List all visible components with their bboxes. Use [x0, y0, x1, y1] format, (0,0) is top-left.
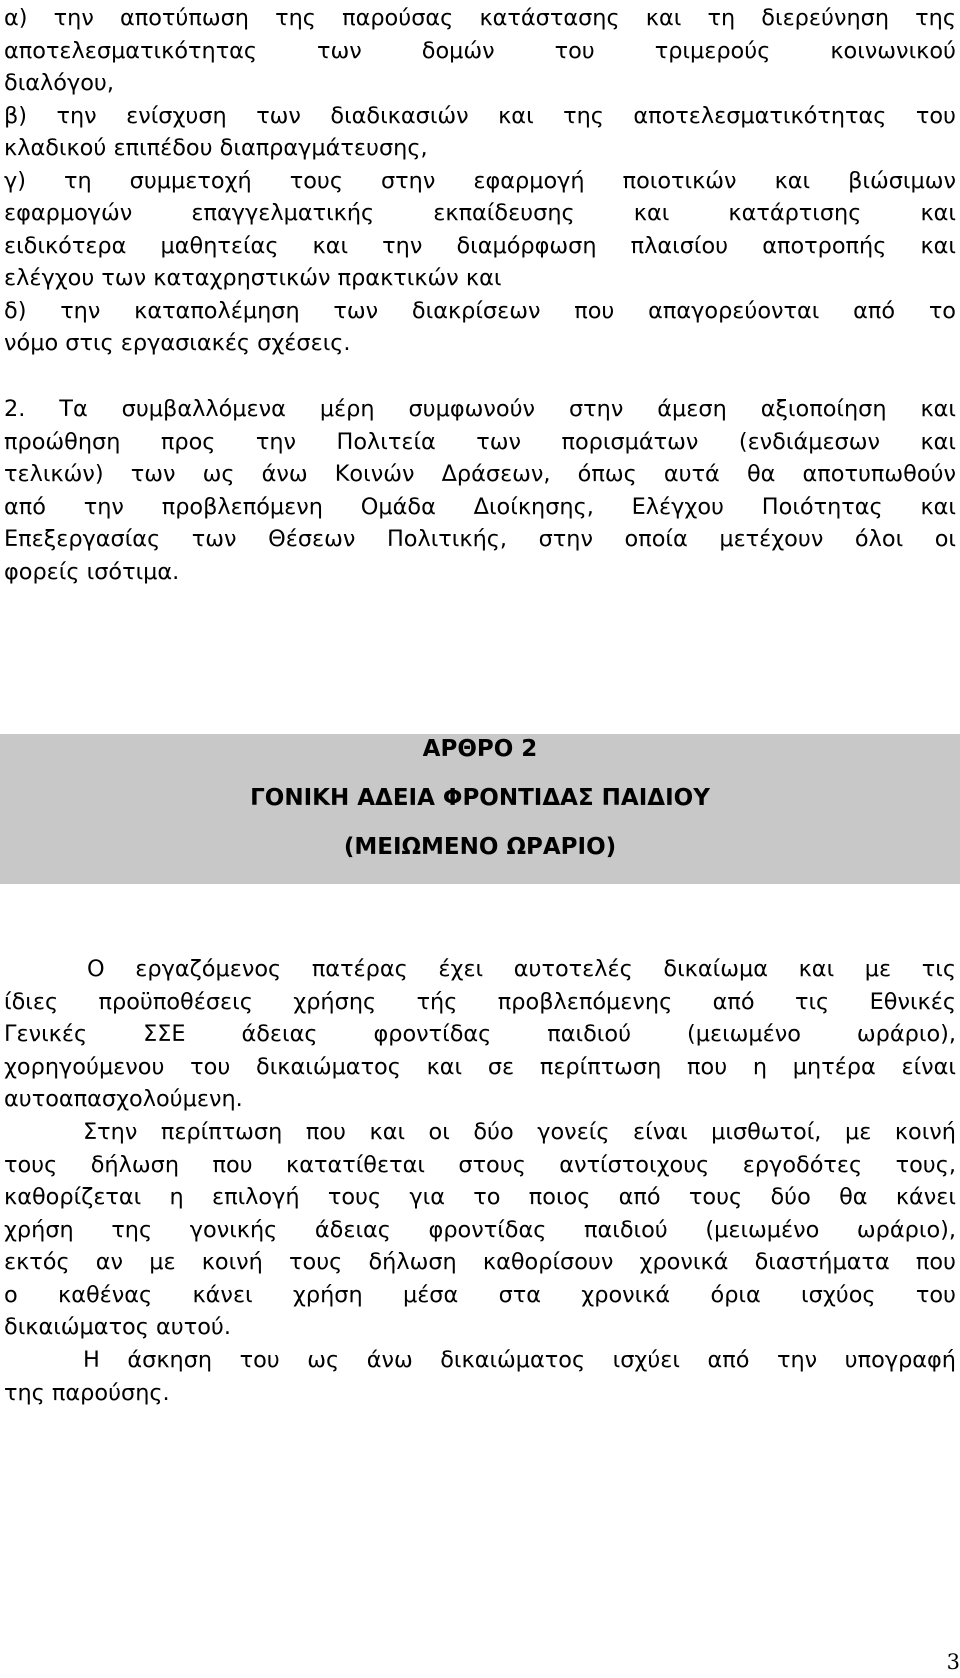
text-line: χορηγούμενου του δικαιώματος και σε περίπτωση που η μητέρα είναι	[4, 1053, 956, 1080]
text-line: εφαρμογών επαγγελματικής εκπαίδευσης και κατάρτισης και	[4, 200, 956, 226]
text-line: νόμο στις εργασιακές σχέσεις.	[4, 330, 351, 356]
text-line: κλαδικού επιπέδου διαπραγμάτευσης,	[4, 135, 428, 161]
text-line: Η άσκηση του ως άνω δικαιώματος ισχύει από την υπογραφή	[83, 1347, 956, 1373]
text-line: δ) την καταπολέμηση των διακρίσεων που απαγορεύονται από το	[4, 297, 956, 324]
article-paragraph-3	[4, 1344, 956, 1409]
text-line: καθορίζεται η επιλογή τους για το ποιος από τους δύο θα κάνει	[4, 1184, 956, 1210]
article-title: ΓΟΝΙΚΗ ΑΔΕΙΑ ΦΡΟΝΤΙΔΑΣ ΠΑΙΔΙΟΥ	[250, 785, 710, 811]
article-paragraph-1	[4, 953, 956, 1116]
text-line: τελικών) των ως άνω Κοινών Δράσεων, όπως αυτά θα αποτυπωθούν	[4, 461, 956, 487]
text-line: αυτοαπασχολούμενη.	[4, 1086, 243, 1112]
text-line: αποτελεσματικότητας των δομών του τριμερούς κοινωνικού	[4, 37, 956, 64]
text-line: Επεξεργασίας των Θέσεων Πολιτικής, στην οποία μετέχουν όλοι οι	[4, 526, 956, 552]
text-line: δικαιώματος αυτού.	[4, 1314, 231, 1340]
text-line: γ) τη συμμετοχή τους στην εφαρμογή ποιοτικών και βιώσιμων	[4, 167, 956, 194]
text-line: της παρούσης.	[4, 1379, 170, 1406]
text-line: εκτός αν με κοινή τους δήλωση καθορίσουν χρονικά διαστήματα που	[4, 1249, 956, 1275]
text-line: α) την αποτύπωση της παρούσας κατάστασης και τη διερεύνηση της	[4, 5, 956, 31]
article-subtitle: (ΜΕΙΩΜΕΝΟ ΩΡΑΡΙΟ)	[343, 834, 617, 860]
text-line: β) την ενίσχυση των διαδικασιών και της αποτελεσματικότητας του	[4, 102, 956, 129]
text-line: 2. Τα συμβαλλόμενα μέρη συμφωνούν στην άμεση αξιοποίηση και	[4, 396, 956, 422]
article-heading-band	[0, 734, 960, 884]
text-line: από την προβλεπόμενη Ομάδα Διοίκησης, Ελέγχου Ποιότητας και	[4, 493, 956, 520]
text-line: προώθηση προς την Πολιτεία των πορισμάτων (ενδιάμεσων και	[4, 428, 956, 455]
paragraph-2	[4, 393, 956, 588]
text-line: ελέγχου των καταχρηστικών πρακτικών και	[4, 265, 502, 291]
text-line: διαλόγου,	[4, 70, 115, 96]
text-line: Ο εργαζόμενος πατέρας έχει αυτοτελές δικαίωμα και με τις	[87, 956, 956, 982]
text-line: ειδικότερα μαθητείας και την διαμόρφωση πλαισίου αποτροπής και	[4, 232, 956, 259]
text-line: ίδιες προϋποθέσεις χρήσης τής προβλεπόμενης από τις Εθνικές	[4, 988, 956, 1015]
text-line: τους δήλωση που κατατίθεται στους αντίστοιχους εργοδότες τους,	[4, 1151, 956, 1178]
page-number: 3	[946, 1650, 960, 1674]
article-number: ΑΡΘΡΟ 2	[422, 736, 538, 762]
text-line: Γενικές ΣΣΕ άδειας φροντίδας παιδιού (μειωμένο ωράριο),	[4, 1021, 956, 1047]
text-line: χρήση της γονικής άδειας φροντίδας παιδιού (μειωμένο ωράριο),	[4, 1216, 956, 1243]
text-line: Στην περίπτωση που και οι δύο γονείς είναι μισθωτοί, με κοινή	[83, 1119, 956, 1145]
text-line: φορείς ισότιμα.	[4, 558, 180, 585]
text-line: ο καθένας κάνει χρήση μέσα στα χρονικά όρια ισχύος του	[4, 1281, 956, 1308]
article-paragraph-2	[4, 1116, 956, 1344]
items-block	[4, 2, 956, 360]
